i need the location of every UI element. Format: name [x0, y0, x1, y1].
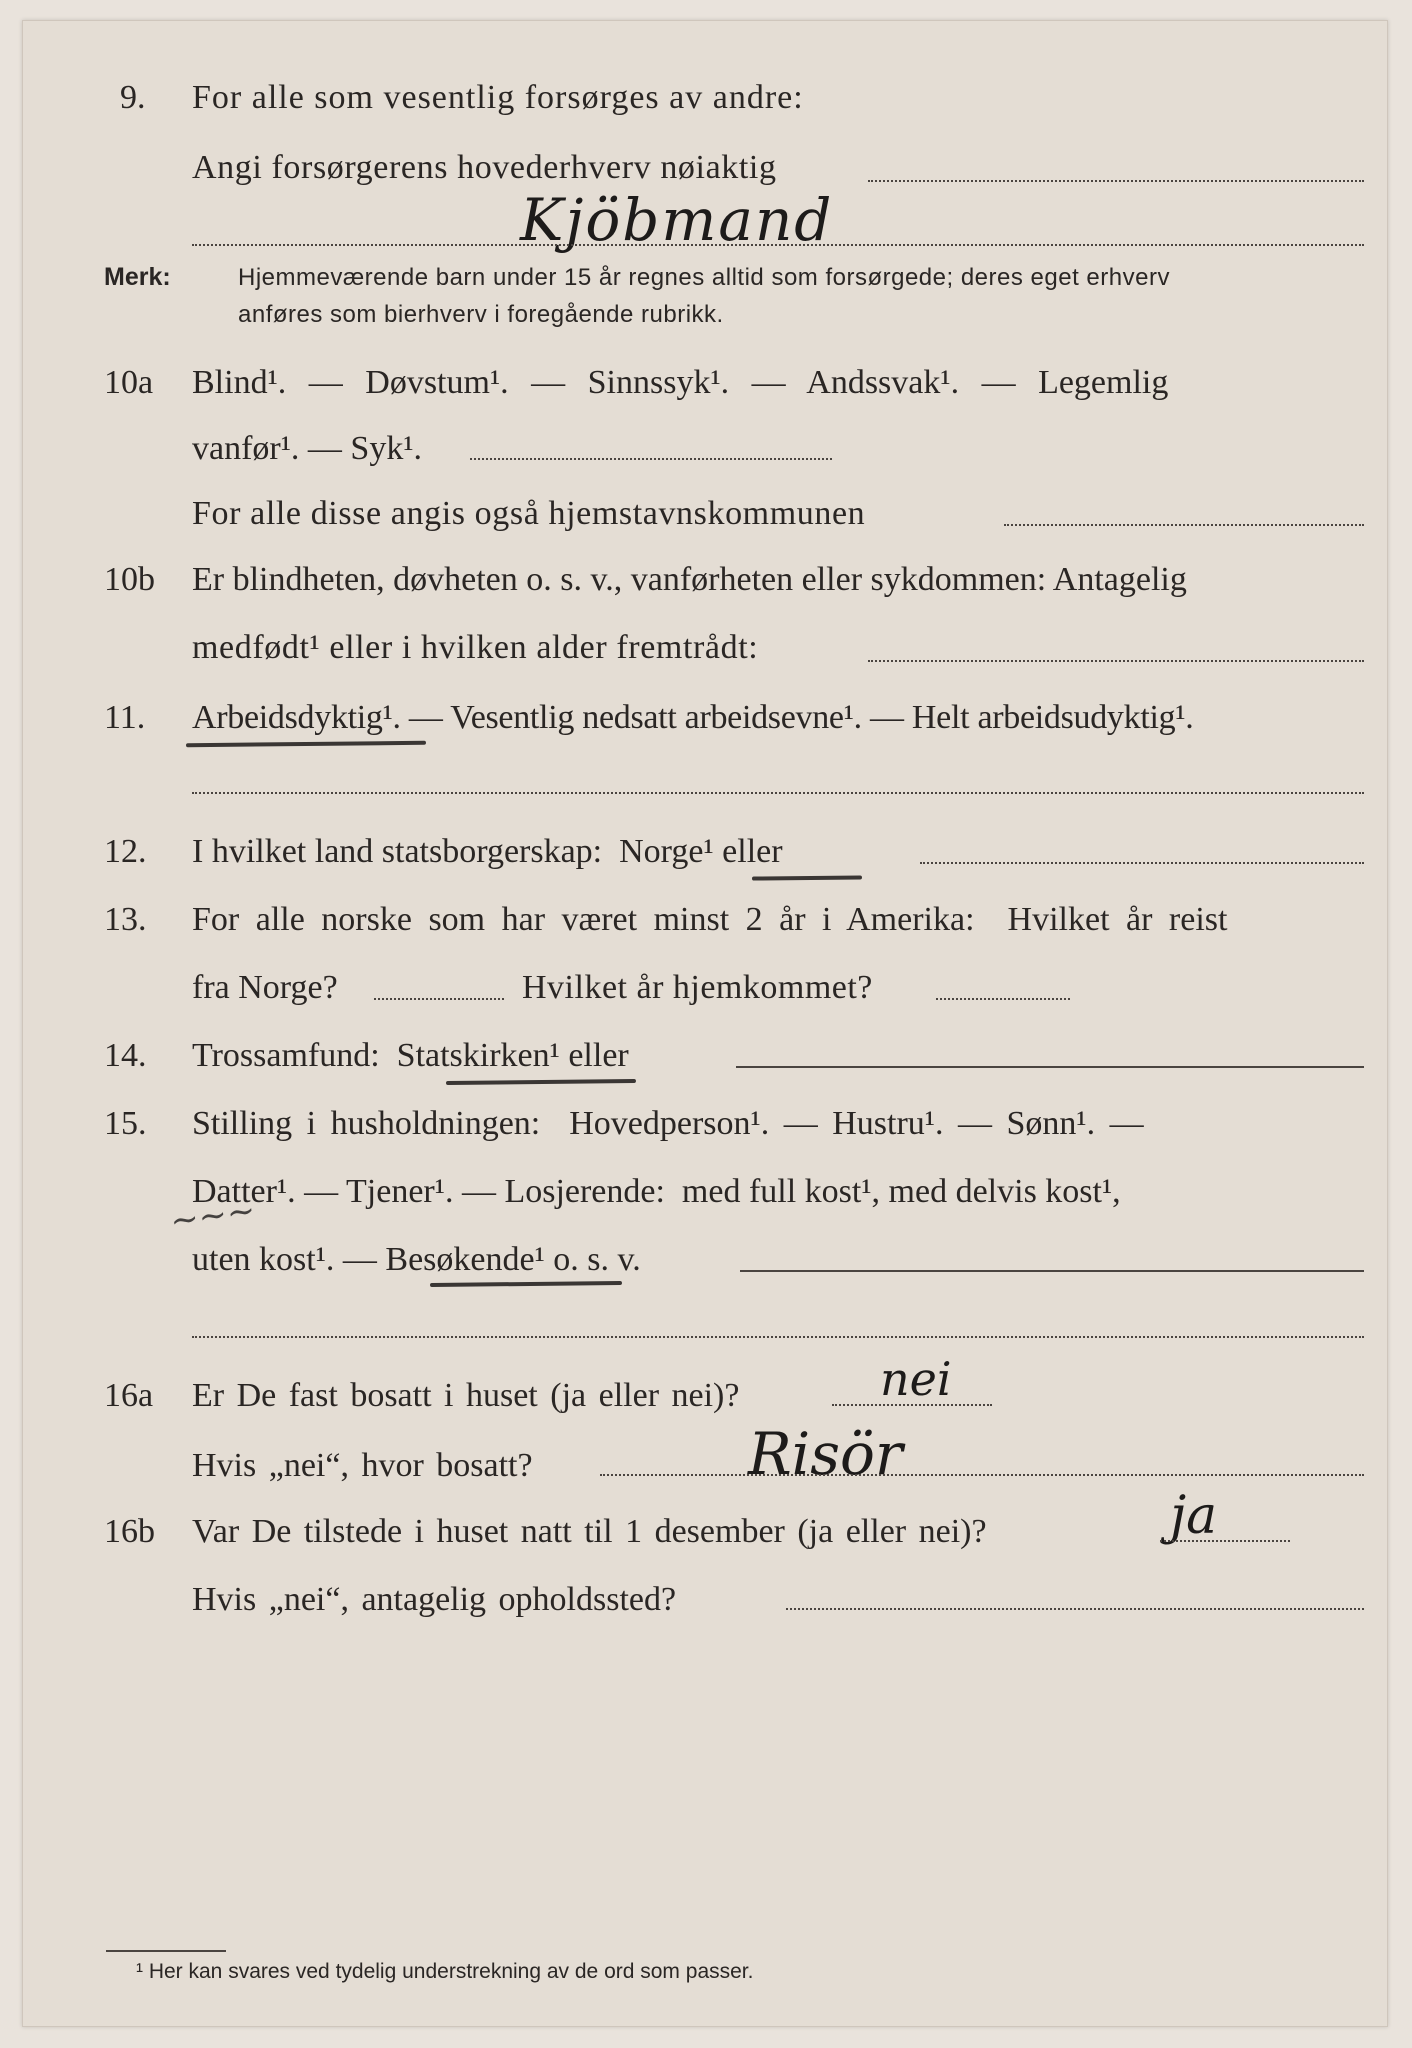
q15-answer-line — [740, 1270, 1364, 1272]
q10b-line2: medfødt¹ eller i hvilken alder fremtrådt: — [192, 629, 759, 666]
q13-hjemkommet-line — [936, 998, 1070, 1000]
q12-number: 12. — [104, 833, 147, 870]
q10a-line1: Blind¹. — Døvstum¹. — Sinnssyk¹. — Andssvak¹. — Legemlig — [192, 364, 1169, 401]
q12-line1: I hvilket land statsborgerskap: Norge¹ eller — [192, 833, 783, 870]
q10a-number: 10a — [104, 364, 154, 401]
q13-line2a: fra Norge? — [192, 969, 338, 1006]
q16a-line1: Er De fast bosatt i huset (ja eller nei)? — [192, 1377, 740, 1414]
merk-line1: Hjemmeværende barn under 15 år regnes alltid som forsørgede; deres eget erhverv — [238, 264, 1170, 291]
q10b-line1: Er blindheten, døvheten o. s. v., vanførheten eller sykdommen: Antagelig — [192, 561, 1187, 598]
q14-number: 14. — [104, 1037, 147, 1074]
q16b-answer-line2 — [786, 1608, 1364, 1610]
q13-number: 13. — [104, 901, 147, 938]
q16a-line2: Hvis „nei“, hvor bosatt? — [192, 1447, 533, 1484]
q10a-hjemstavn-line — [1004, 524, 1364, 526]
q15-line1: Stilling i husholdningen: Hovedperson¹. — Hustru¹. — Sønn¹. — — [192, 1105, 1144, 1142]
q16b-line2: Hvis „nei“, antagelig opholdssted? — [192, 1581, 677, 1618]
q12-answer-line — [920, 862, 1364, 864]
q11-line1: Arbeidsdyktig¹. — Vesentlig nedsatt arbeidsevne¹. — Helt arbeidsudyktig¹. — [192, 699, 1194, 736]
q10a-line2: vanfør¹. — Syk¹. — [192, 430, 423, 467]
q15-scribble: ~~~ — [167, 1190, 258, 1242]
q15-line2: Datter¹. — Tjener¹. — Losjerende: med full kost¹, med delvis kost¹, — [192, 1173, 1121, 1210]
q15-line3: uten kost¹. — Besøkende¹ o. s. v. — [192, 1241, 641, 1278]
merk-label: Merk: — [104, 263, 171, 291]
q10a-answer-line — [470, 458, 832, 460]
merk-line2: anføres som bierhverv i foregående rubrikk. — [238, 301, 724, 328]
q9-number: 9. — [120, 79, 146, 116]
q13-reist-line — [374, 998, 504, 1000]
q16b-number: 16b — [104, 1513, 155, 1550]
q9-handwritten-answer: Kjöbmand — [520, 186, 834, 254]
q13-line2b: Hvilket år hjemkommet? — [522, 969, 873, 1006]
q9-line1: For alle som vesentlig forsørges av andre: — [192, 79, 804, 116]
q11-answer-line — [192, 792, 1364, 794]
q11-number: 11. — [104, 699, 146, 736]
q13-line1: For alle norske som har været minst 2 år i Amerika: Hvilket år reist — [192, 901, 1228, 938]
q16a-answer-line2 — [600, 1474, 1364, 1476]
q9-answer-line1 — [868, 180, 1364, 182]
q16a-handwritten-answer2: Risör — [748, 1420, 903, 1488]
q16b-answer-line1 — [1160, 1540, 1290, 1542]
q10a-line3: For alle disse angis også hjemstavnskommunen — [192, 495, 866, 532]
q16b-line1: Var De tilstede i huset natt til 1 desember (ja eller nei)? — [192, 1513, 987, 1550]
q15-number: 15. — [104, 1105, 147, 1142]
q9-line2: Angi forsørgerens hovederhverv nøiaktig — [192, 149, 777, 186]
q16b-handwritten-answer1: ja — [1170, 1486, 1218, 1546]
q9-answer-line2 — [192, 244, 1364, 246]
footnote: ¹ Her kan svares ved tydelig understrekning av de ord som passer. — [136, 1960, 754, 1983]
q10b-number: 10b — [104, 561, 155, 598]
q16a-number: 16a — [104, 1377, 154, 1414]
footnote-rule — [106, 1950, 226, 1952]
q10b-answer-line — [868, 660, 1364, 662]
q14-line1: Trossamfund: Statskirken¹ eller — [192, 1037, 629, 1074]
q15-separator — [192, 1336, 1364, 1338]
q14-answer-line — [736, 1066, 1364, 1068]
q16a-answer-line1 — [832, 1404, 992, 1406]
q16a-handwritten-answer1: nei — [880, 1352, 952, 1406]
